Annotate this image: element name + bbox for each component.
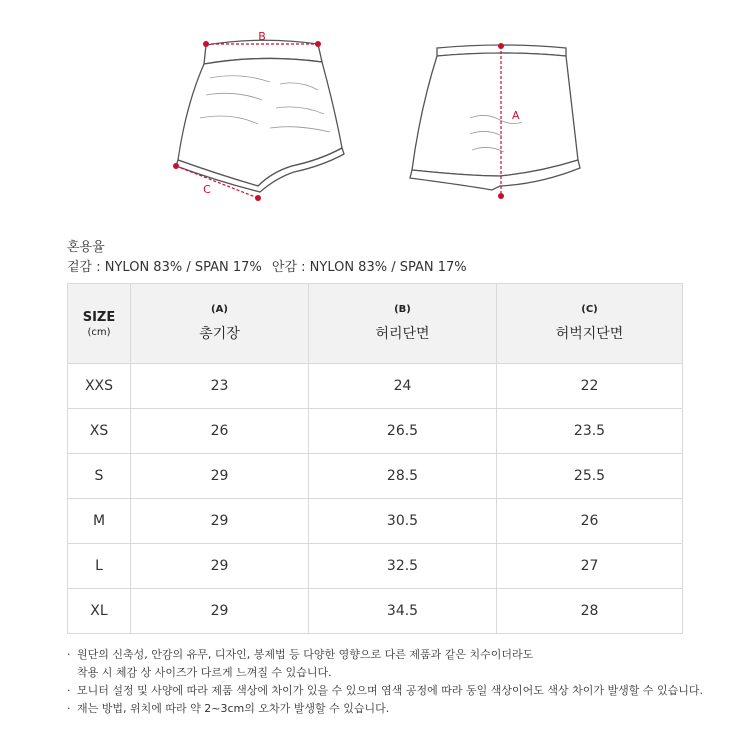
header-a-name: 총기장 <box>199 326 240 342</box>
notes-list <box>67 646 707 718</box>
table-header-row <box>68 284 683 364</box>
value-a-cell: 29 <box>131 589 309 634</box>
material-outer: 겉감 : NYLON 83% / SPAN 17% <box>67 260 262 275</box>
header-size-label: SIZE <box>82 309 116 325</box>
header-a-code: (A) <box>211 304 228 315</box>
value-c-cell: 22 <box>497 364 683 409</box>
size-cell: S <box>68 454 131 499</box>
header-unit: (cm) <box>87 326 111 338</box>
shorts-side <box>410 45 580 190</box>
size-cell: XL <box>68 589 131 634</box>
table-row <box>68 364 683 409</box>
value-b-cell: 24 <box>309 364 497 409</box>
table-row <box>68 544 683 589</box>
value-b-cell: 32.5 <box>309 544 497 589</box>
value-a-cell: 29 <box>131 544 309 589</box>
value-c-cell: 23.5 <box>497 409 683 454</box>
value-c-cell: 28 <box>497 589 683 634</box>
table-row <box>68 454 683 499</box>
header-c-name: 허벅지단면 <box>555 326 624 342</box>
note-text: · 원단의 신축성, 안감의 유무, 디자인, 봉제법 등 다양한 영향으로 다른 제품과 같은 치수이더라도 <box>77 648 534 661</box>
label-c: C <box>203 183 211 196</box>
size-table <box>67 283 683 634</box>
note-item <box>67 700 707 718</box>
garment-diagrams <box>0 0 750 215</box>
value-a-cell: 23 <box>131 364 309 409</box>
value-a-cell: 26 <box>131 409 309 454</box>
value-b-cell: 30.5 <box>309 499 497 544</box>
note-text-continued: 착용 시 체감 상 사이즈가 다르게 느껴질 수 있습니다. <box>77 666 332 679</box>
note-item <box>67 682 707 700</box>
size-cell: XS <box>68 409 131 454</box>
materials-title: 혼용율 <box>67 240 105 255</box>
table-row <box>68 499 683 544</box>
note-item <box>67 646 707 682</box>
size-cell: L <box>68 544 131 589</box>
label-a: A <box>512 109 520 122</box>
value-a-cell: 29 <box>131 454 309 499</box>
shorts-front-angled <box>176 40 344 192</box>
size-cell: XXS <box>68 364 131 409</box>
label-b: B <box>258 30 266 43</box>
header-b <box>309 284 497 364</box>
header-size <box>68 284 131 364</box>
header-c <box>497 284 683 364</box>
materials-line <box>67 256 473 275</box>
table-row <box>68 409 683 454</box>
value-a-cell: 29 <box>131 499 309 544</box>
value-b-cell: 34.5 <box>309 589 497 634</box>
note-text: · 재는 방법, 위치에 따라 약 2~3cm의 오차가 발생할 수 있습니다. <box>77 702 390 715</box>
size-cell: M <box>68 499 131 544</box>
note-text: · 모니터 설정 및 사양에 따라 제품 색상에 차이가 있을 수 있으며 염색 공정에 따라 동일 색상이어도 색상 차이가 발생할 수 있습니다. <box>77 684 703 697</box>
header-a <box>131 284 309 364</box>
material-inner: 안감 : NYLON 83% / SPAN 17% <box>271 260 467 275</box>
header-b-code: (B) <box>394 304 411 315</box>
value-c-cell: 27 <box>497 544 683 589</box>
value-c-cell: 25.5 <box>497 454 683 499</box>
table-row <box>68 589 683 634</box>
header-b-name: 허리단면 <box>375 326 430 342</box>
value-b-cell: 26.5 <box>309 409 497 454</box>
value-b-cell: 28.5 <box>309 454 497 499</box>
value-c-cell: 26 <box>497 499 683 544</box>
header-c-code: (C) <box>581 304 598 315</box>
shorts-illustration <box>0 0 750 215</box>
